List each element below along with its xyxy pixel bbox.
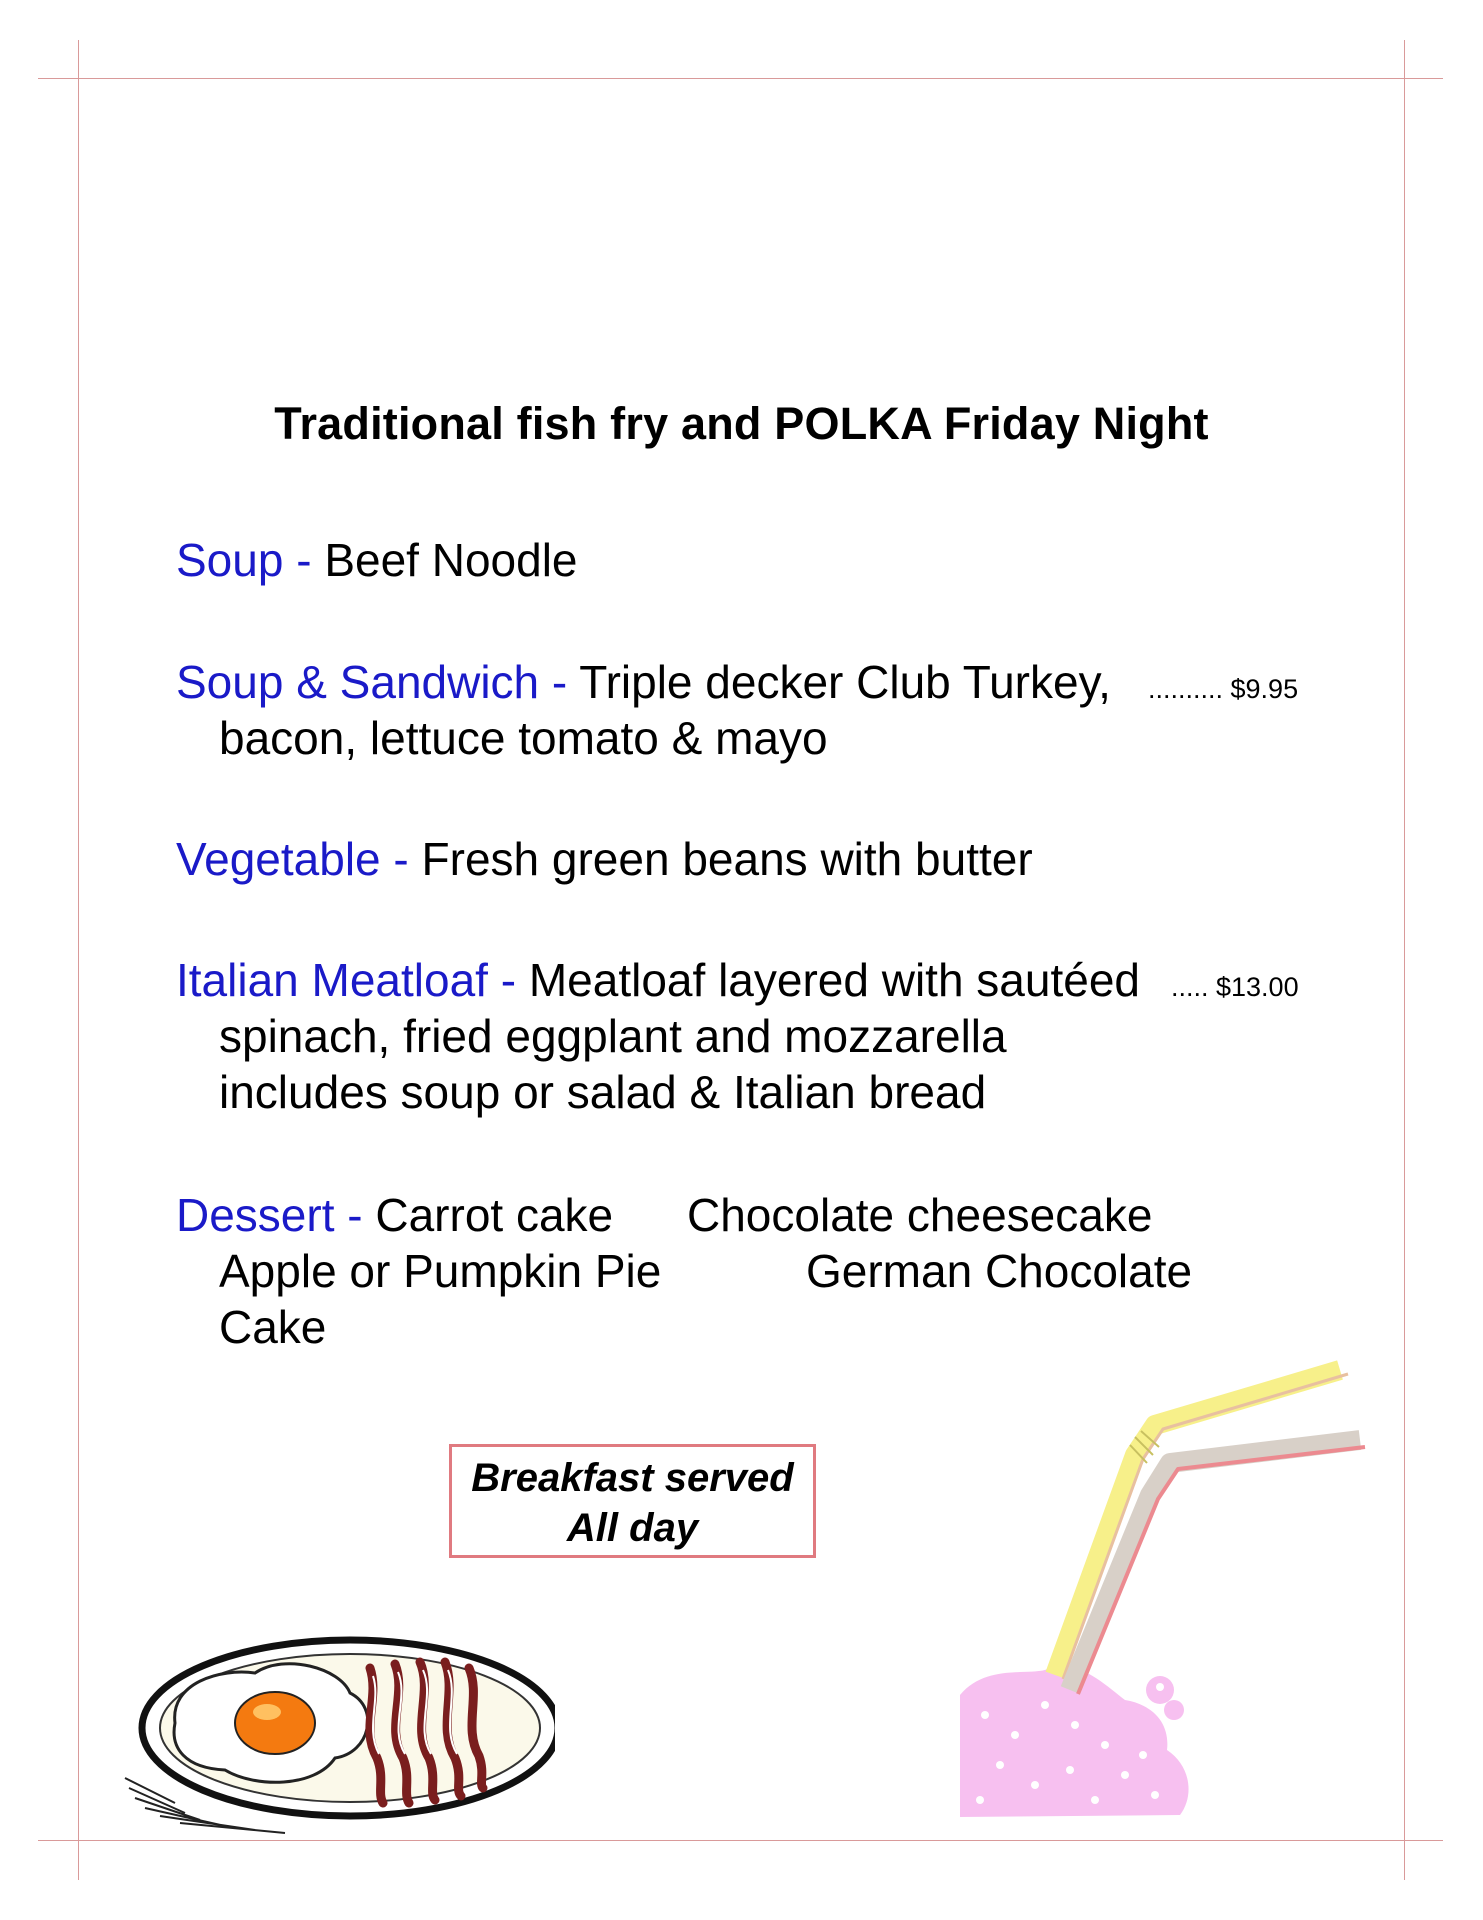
menu-price: .......... $9.95: [1148, 674, 1299, 704]
callout-line: Breakfast served: [471, 1456, 794, 1500]
menu-description-part: German Chocolate: [806, 1245, 1193, 1297]
breakfast-callout: [449, 1444, 816, 1558]
menu-category: Dessert: [176, 1189, 335, 1241]
menu-separator: -: [487, 954, 529, 1006]
crop-mark-top: [38, 78, 1443, 79]
menu-separator: -: [539, 656, 580, 708]
crop-mark-bottom: [38, 1840, 1443, 1841]
menu-description: Fresh green beans with butter: [421, 833, 1033, 885]
crop-mark-right: [1404, 40, 1405, 1880]
menu-description-line: Apple or Pumpkin Pie: [219, 1245, 662, 1297]
menu-category: Italian Meatloaf: [176, 954, 488, 1006]
menu-separator: -: [334, 1189, 376, 1241]
crop-mark-left: [78, 40, 79, 1880]
menu-price: ..... $13.00: [1171, 972, 1299, 1002]
menu-description: Meatloaf layered with sautéed: [528, 954, 1140, 1006]
menu-description-part: Chocolate cheesecake: [687, 1189, 1153, 1241]
menu-item-soup: [176, 532, 578, 588]
drinking-straws-icon: [955, 1345, 1375, 1825]
menu-description: Beef Noodle: [324, 534, 578, 586]
menu-description-line: bacon, lettuce tomato & mayo: [219, 712, 828, 764]
menu-description: Carrot cake: [375, 1189, 614, 1241]
menu-item-vegetable: [176, 831, 1033, 887]
menu-item-italian-meatloaf: [176, 952, 1140, 1008]
menu-description-line: includes soup or salad & Italian bread: [219, 1066, 987, 1118]
menu-separator: -: [380, 833, 422, 885]
menu-item-soup-sandwich: [176, 654, 1111, 710]
callout-line: All day: [566, 1506, 699, 1550]
egg-bacon-plate-icon: [115, 1628, 555, 1838]
menu-description-line: spinach, fried eggplant and mozzarella: [219, 1010, 1007, 1062]
menu-item-dessert: [176, 1187, 613, 1243]
menu-category: Soup: [176, 534, 284, 586]
menu-separator: -: [283, 534, 325, 586]
page-title: Traditional fish fry and POLKA Friday Night: [274, 398, 1209, 449]
menu-category: Vegetable: [176, 833, 381, 885]
menu-description-line: Cake: [219, 1301, 327, 1353]
menu-category: Soup & Sandwich: [176, 656, 540, 708]
menu-description: Triple decker Club Turkey,: [579, 656, 1111, 708]
